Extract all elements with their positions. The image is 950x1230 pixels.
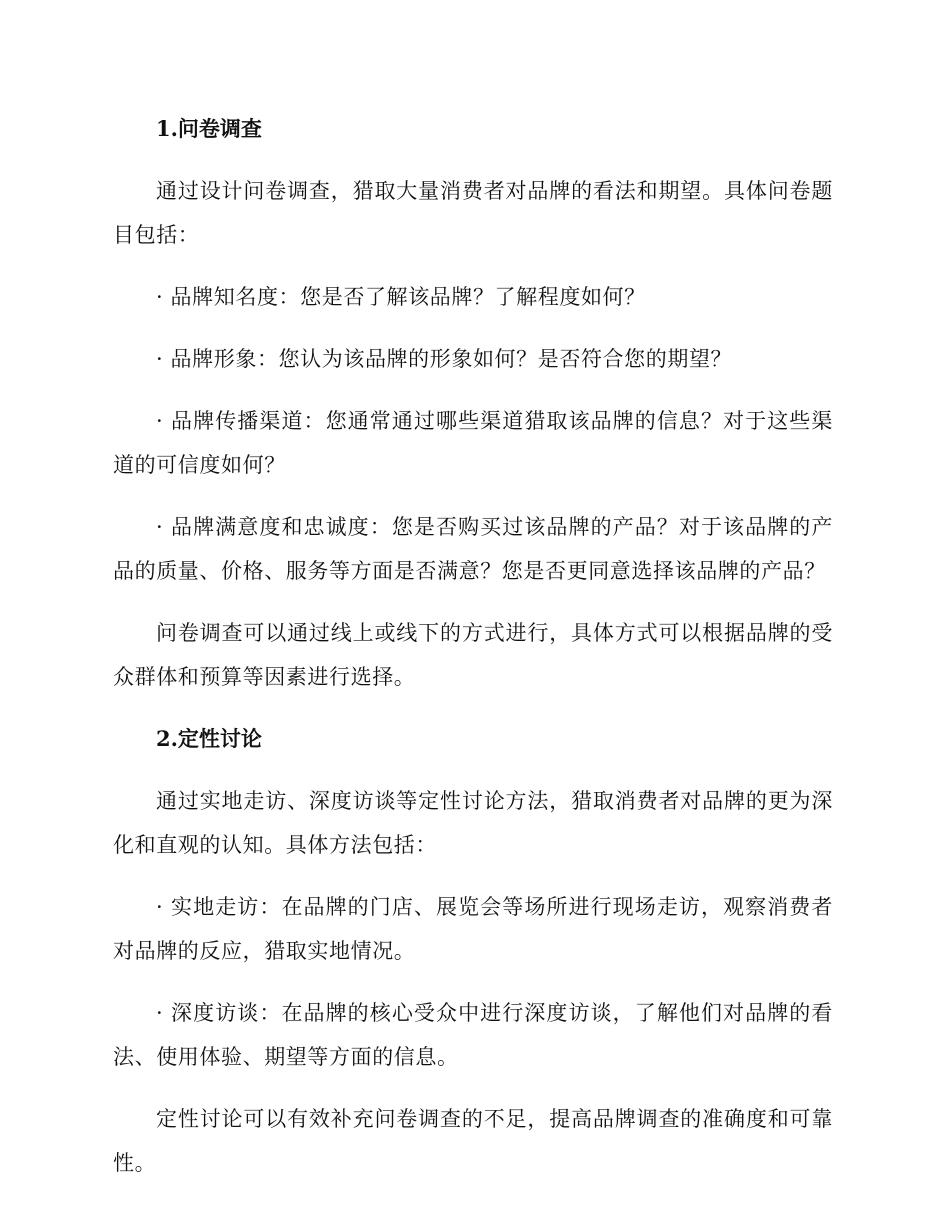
section-intro-qualitative: 通过实地走访、深度访谈等定性讨论方法，猎取消费者对品牌的更为深化和直观的认知。具体方法包括： bbox=[113, 789, 833, 857]
list-item: · 品牌满意度和忠诚度：您是否购买过该品牌的产品？对于该品牌的产品的质量、价格、服务等方面是否满意？您是否更同意选择该品牌的产品？ bbox=[113, 515, 833, 583]
list-item: · 深度访谈：在品牌的核心受众中进行深度访谈，了解他们对品牌的看法、使用体验、期望等方面的信息。 bbox=[113, 1001, 833, 1069]
list-item: · 实地走访：在品牌的门店、展览会等场所进行现场走访，观察消费者对品牌的反应，猎取实地情况。 bbox=[113, 895, 833, 963]
list-item: · 品牌知名度：您是否了解该品牌？了解程度如何？ bbox=[156, 285, 646, 309]
section-closing-questionnaire: 问卷调查可以通过线上或线下的方式进行，具体方式可以根据品牌的受众群体和预算等因素进行选择。 bbox=[113, 621, 833, 689]
section-heading-qualitative: 2.定性讨论 bbox=[156, 726, 262, 751]
list-item: · 品牌形象：您认为该品牌的形象如何？是否符合您的期望？ bbox=[156, 347, 733, 371]
section-closing-qualitative: 定性讨论可以有效补充问卷调查的不足，提高品牌调查的准确度和可靠性。 bbox=[113, 1107, 833, 1175]
list-item: · 品牌传播渠道：您通常通过哪些渠道猎取该品牌的信息？对于这些渠道的可信度如何？ bbox=[113, 409, 833, 477]
document-body bbox=[113, 107, 833, 1203]
section-heading-questionnaire: 1.问卷调查 bbox=[156, 116, 262, 141]
section-intro-questionnaire: 通过设计问卷调查，猎取大量消费者对品牌的看法和期望。具体问卷题目包括： bbox=[113, 179, 833, 247]
